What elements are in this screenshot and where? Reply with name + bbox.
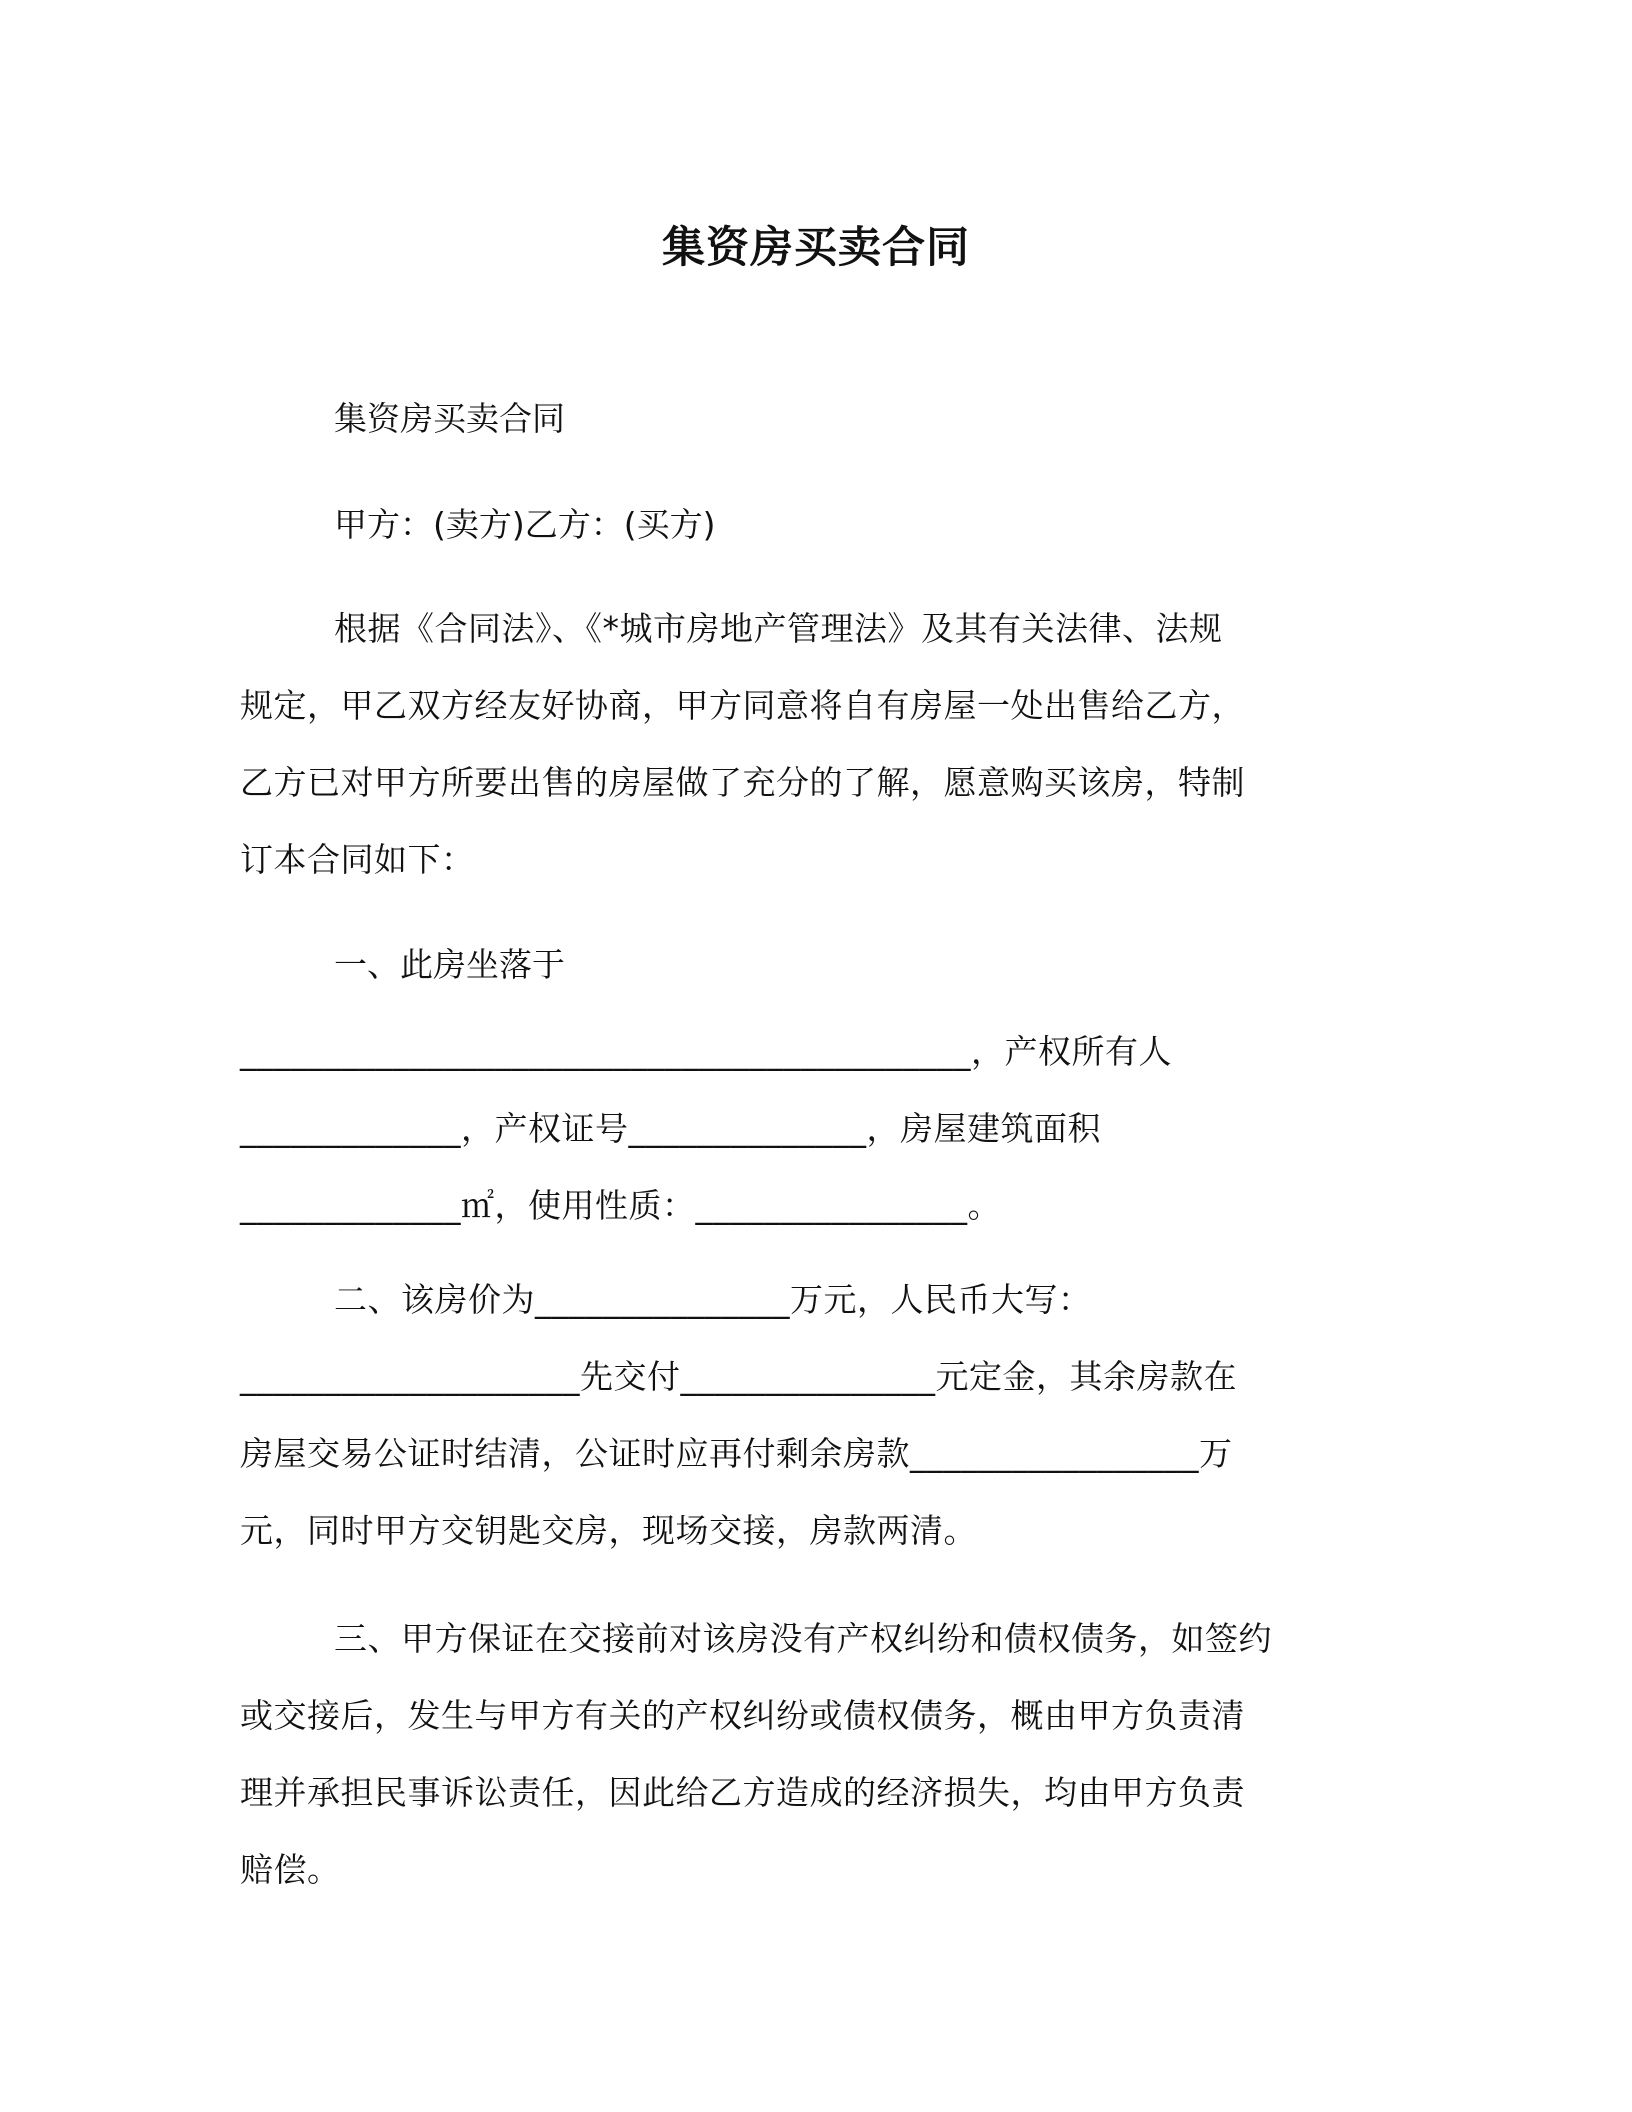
article1-line: ___________________________________________，产权所有人 <box>240 1032 1172 1071</box>
article3-line: 理并承担民事诉讼责任，因此给乙方造成的经济损失，均由甲方负责 <box>240 1773 1245 1812</box>
article1-lead: 一、此房坐落于 <box>334 945 565 984</box>
article2-line: ____________________先交付_______________元定金，其余房款在 <box>240 1357 1237 1396</box>
article3-line: 三、甲方保证在交接前对该房没有产权纠纷和债权债务，如签约 <box>334 1619 1272 1658</box>
intro-line: 根据《合同法》、《*城市房地产管理法》及其有关法律、法规 <box>334 609 1223 648</box>
document-title: 集资房买卖合同 <box>662 223 970 273</box>
intro-paragraph <box>240 590 1380 898</box>
article2-paragraph <box>240 1261 1380 1569</box>
parties-line: 甲方：(卖方)乙方：(买方) <box>334 505 716 544</box>
article2-line: 元，同时甲方交钥匙交房，现场交接，房款两清。 <box>240 1511 977 1550</box>
intro-line: 乙方已对甲方所要出售的房屋做了充分的了解，愿意购买该房，特制 <box>240 763 1245 802</box>
intro-line: 规定，甲乙双方经友好协商，甲方同意将自有房屋一处出售给乙方， <box>240 686 1245 725</box>
article3-paragraph <box>240 1600 1380 1908</box>
article2-line: 二、该房价为_______________万元，人民币大写： <box>334 1280 1092 1319</box>
document-heading: 集资房买卖合同 <box>334 399 565 438</box>
article3-line: 赔偿。 <box>240 1850 341 1889</box>
article1-paragraph <box>240 1013 1380 1244</box>
article1-line: _____________，产权证号______________，房屋建筑面积 <box>240 1109 1101 1148</box>
intro-line: 订本合同如下： <box>240 840 475 879</box>
article1-line: _____________㎡，使用性质：________________。 <box>240 1186 1001 1225</box>
article3-line: 或交接后，发生与甲方有关的产权纠纷或债权债务，概由甲方负责清 <box>240 1696 1245 1735</box>
article2-line: 房屋交易公证时结清，公证时应再付剩余房款_________________万 <box>240 1434 1233 1473</box>
